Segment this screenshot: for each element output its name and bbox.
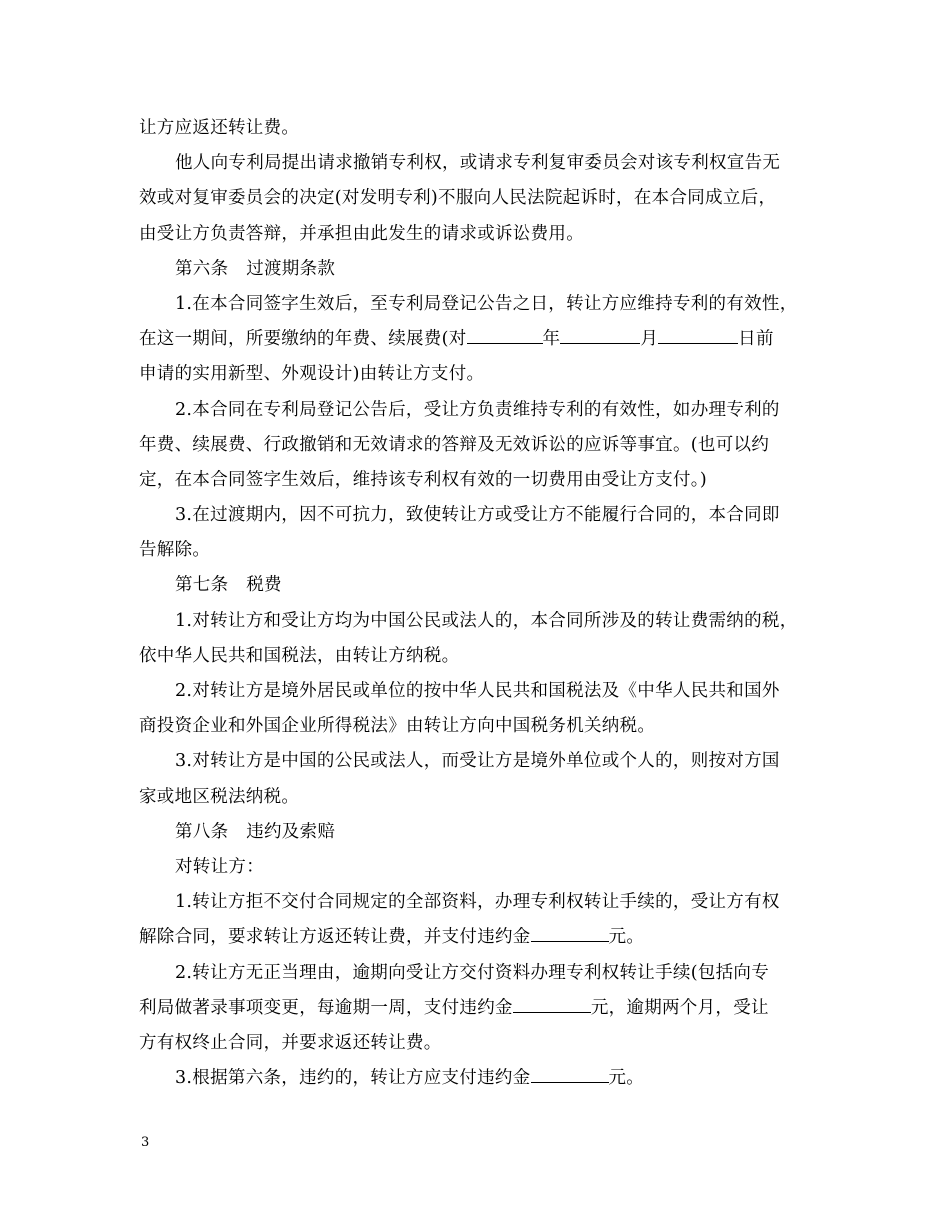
text-line <box>139 498 809 533</box>
text-segment: 3.根据第六条，违约的，转让方应支付违约金 <box>175 1068 531 1089</box>
text-segment: 在这一期间，所要缴纳的年费、续展费(对 <box>139 329 467 350</box>
text-line <box>139 1026 809 1061</box>
text-segment: 解除合同，要求转让方返还转让费，并支付违约金 <box>139 927 531 948</box>
text-line <box>139 885 809 920</box>
text-segment: 3.在过渡期内，因不可抗力，致使转让方或受让方不能履行合同的，本合同即 <box>175 505 780 526</box>
text-line <box>139 287 809 322</box>
text-segment: 2.对转让方是境外居民或单位的按中华人民共和国税法及《中华人民共和国外 <box>175 681 780 701</box>
text-line <box>139 604 809 639</box>
text-segment: 元。 <box>608 1068 645 1089</box>
text-line <box>139 568 809 603</box>
text-line <box>139 322 809 357</box>
text-line <box>139 709 809 744</box>
text-line <box>139 463 809 498</box>
text-segment: 对转让方： <box>175 856 264 877</box>
text-line <box>139 920 809 955</box>
text-segment: 利局做著录事项变更，每逾期一周，支付违约金 <box>139 997 513 1018</box>
text-line <box>139 991 809 1026</box>
text-line <box>139 674 809 709</box>
text-line <box>139 357 809 392</box>
text-line <box>139 639 809 674</box>
text-segment: 方有权终止合同，并要求返还转让费。 <box>139 1032 442 1053</box>
text-segment: 依中华人民共和国税法，由转让方纳税。 <box>139 645 460 666</box>
text-segment: 效或对复审委员会的决定(对发明专利)不服向人民法院起诉时，在本合同成立后， <box>139 188 777 209</box>
text-line <box>139 780 809 815</box>
document-body <box>139 111 809 1096</box>
text-segment: 年费、续展费、行政撤销和无效请求的答辩及无效诉讼的应诉等事宜。(也可以约 <box>139 434 770 455</box>
text-segment: 元。 <box>608 927 645 948</box>
text-segment: 1.在本合同签字生效后，至专利局登记公告之日，转让方应维持专利的有效性， <box>175 293 798 314</box>
text-segment: 定，在本合同签字生效后，维持该专利权有效的一切费用由受让方支付。) <box>139 469 707 490</box>
text-line <box>139 533 809 568</box>
text-line <box>139 428 809 463</box>
text-line <box>139 217 809 252</box>
text-segment: 申请的实用新型、外观设计)由转让方支付。 <box>139 364 485 385</box>
text-segment: 月 <box>640 329 659 350</box>
fill-in-blank <box>531 924 609 942</box>
text-segment: 1.对转让方和受让方均为中国公民或法人的，本合同所涉及的转让费需纳的税， <box>175 610 798 631</box>
text-segment: 2.本合同在专利局登记公告后，受让方负责维持专利的有效性，如办理专利的 <box>175 399 780 420</box>
text-segment: 第八条 违约及索赔 <box>175 821 336 842</box>
fill-in-blank <box>531 1065 609 1083</box>
text-line <box>139 744 809 779</box>
text-segment: 让方应返还转让费。 <box>139 118 300 138</box>
text-line <box>139 111 809 146</box>
text-segment: 3.对转让方是中国的公民或法人，而受让方是境外单位或个人的，则按对方国 <box>175 751 780 772</box>
text-line <box>139 252 809 287</box>
text-segment: 告解除。 <box>139 540 211 561</box>
text-segment: 元，逾期两个月，受让 <box>590 997 769 1018</box>
text-segment: 年 <box>542 329 561 350</box>
text-segment: 他人向专利局提出请求撤销专利权，或请求专利复审委员会对该专利权宣告无 <box>175 153 781 174</box>
text-segment: 2.转让方无正当理由，逾期向受让方交付资料办理专利权转让手续(包括向专 <box>175 962 770 983</box>
text-segment: 第七条 税费 <box>175 575 282 596</box>
text-segment: 第六条 过渡期条款 <box>175 258 336 279</box>
text-line <box>139 181 809 216</box>
text-segment: 商投资企业和外国企业所得税法》由转让方向中国税务机关纳税。 <box>139 716 656 737</box>
fill-in-blank <box>467 326 543 344</box>
page-number: 3 <box>141 1135 150 1150</box>
text-segment: 1.转让方拒不交付合同规定的全部资料，办理专利权转让手续的，受让方有权 <box>175 892 780 913</box>
text-segment: 家或地区税法纳税。 <box>139 786 300 807</box>
text-line <box>139 146 809 181</box>
fill-in-blank <box>658 326 738 344</box>
text-line <box>139 956 809 991</box>
text-line <box>139 393 809 428</box>
text-segment: 由受让方负责答辩，并承担由此发生的请求或诉讼费用。 <box>139 223 584 244</box>
text-segment: 日前 <box>738 329 774 350</box>
fill-in-blank <box>560 326 640 344</box>
text-line <box>139 815 809 850</box>
fill-in-blank <box>513 995 591 1013</box>
text-line <box>139 850 809 885</box>
text-line <box>139 1061 809 1096</box>
